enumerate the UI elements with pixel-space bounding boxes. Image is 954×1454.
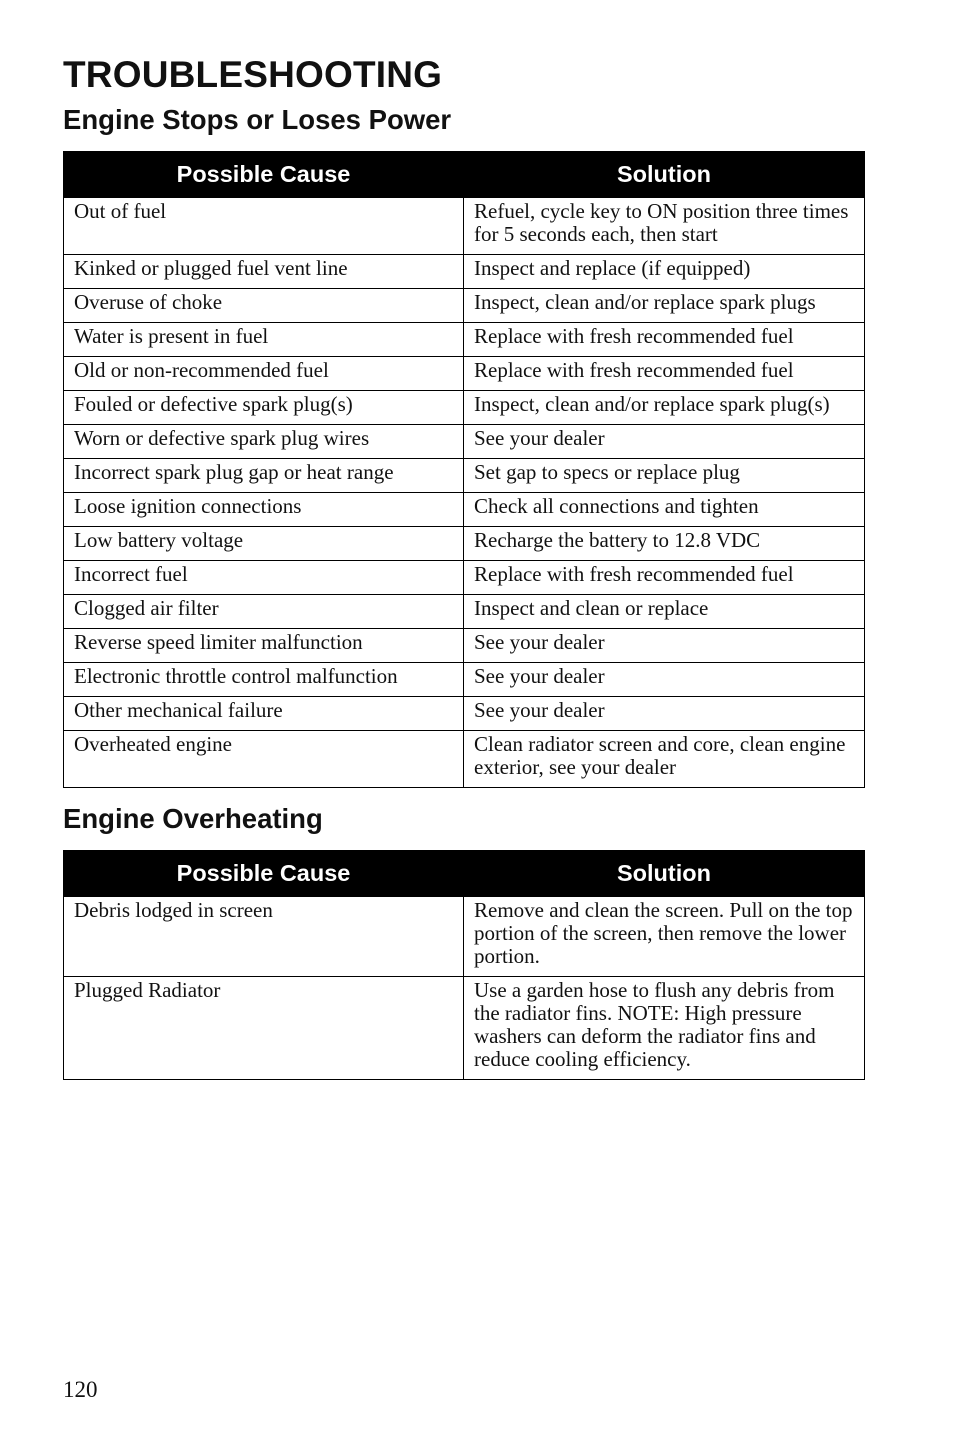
table-header-row <box>64 851 865 897</box>
solution-cell: See your dealer <box>464 663 865 697</box>
solution-cell: See your dealer <box>464 425 865 459</box>
table-row <box>64 255 865 289</box>
solution-cell: Inspect, clean and/or replace spark plugs <box>464 289 865 323</box>
solution-cell: Remove and clean the screen. Pull on the top portion of the screen, then remove the lower portion. <box>464 897 865 977</box>
solution-cell: Inspect and replace (if equipped) <box>464 255 865 289</box>
table-row <box>64 561 865 595</box>
page-title: TROUBLESHOOTING <box>63 54 443 95</box>
table-row <box>64 977 865 1080</box>
cause-cell: Loose ignition connections <box>64 493 464 527</box>
cause-cell: Overuse of choke <box>64 289 464 323</box>
header-solution: Solution <box>464 851 865 897</box>
cause-cell: Incorrect fuel <box>64 561 464 595</box>
solution-cell: Refuel, cycle key to ON position three times for 5 seconds each, then start <box>464 198 865 255</box>
cause-cell: Overheated engine <box>64 731 464 788</box>
table-engine-overheating <box>63 850 865 1080</box>
table-row <box>64 731 865 788</box>
page-number: 120 <box>63 1377 98 1402</box>
table-row <box>64 357 865 391</box>
solution-cell: Inspect, clean and/or replace spark plug(s) <box>464 391 865 425</box>
table-row <box>64 595 865 629</box>
table-engine-stops <box>63 151 865 788</box>
solution-cell: Replace with fresh recommended fuel <box>464 357 865 391</box>
table-row <box>64 629 865 663</box>
cause-cell: Old or non-recommended fuel <box>64 357 464 391</box>
solution-cell: Clean radiator screen and core, clean engine exterior, see your dealer <box>464 731 865 788</box>
solution-cell: Use a garden hose to flush any debris from the radiator fins. NOTE: High pressure washers can deform the radiator fins and reduce cooling efficiency. <box>464 977 865 1080</box>
table-row <box>64 198 865 255</box>
cause-cell: Reverse speed limiter malfunction <box>64 629 464 663</box>
cause-cell: Fouled or defective spark plug(s) <box>64 391 464 425</box>
cause-cell: Out of fuel <box>64 198 464 255</box>
cause-cell: Water is present in fuel <box>64 323 464 357</box>
cause-cell: Low battery voltage <box>64 527 464 561</box>
table-row <box>64 459 865 493</box>
solution-cell: Set gap to specs or replace plug <box>464 459 865 493</box>
table-row <box>64 897 865 977</box>
table-header-row <box>64 152 865 198</box>
cause-cell: Kinked or plugged fuel vent line <box>64 255 464 289</box>
table-row <box>64 391 865 425</box>
table-row <box>64 425 865 459</box>
solution-cell: See your dealer <box>464 629 865 663</box>
cause-cell: Clogged air filter <box>64 595 464 629</box>
header-solution: Solution <box>464 152 865 198</box>
solution-cell: Check all connections and tighten <box>464 493 865 527</box>
cause-cell: Incorrect spark plug gap or heat range <box>64 459 464 493</box>
header-possible-cause: Possible Cause <box>64 152 464 198</box>
solution-cell: Replace with fresh recommended fuel <box>464 561 865 595</box>
solution-cell: See your dealer <box>464 697 865 731</box>
table-row <box>64 323 865 357</box>
cause-cell: Other mechanical failure <box>64 697 464 731</box>
solution-cell: Inspect and clean or replace <box>464 595 865 629</box>
solution-cell: Replace with fresh recommended fuel <box>464 323 865 357</box>
cause-cell: Plugged Radiator <box>64 977 464 1080</box>
table-row <box>64 663 865 697</box>
cause-cell: Worn or defective spark plug wires <box>64 425 464 459</box>
header-possible-cause: Possible Cause <box>64 851 464 897</box>
cause-cell: Electronic throttle control malfunction <box>64 663 464 697</box>
table-row <box>64 527 865 561</box>
table-row <box>64 697 865 731</box>
section-heading-engine-overheating: Engine Overheating <box>63 803 323 834</box>
cause-cell: Debris lodged in screen <box>64 897 464 977</box>
table-row <box>64 289 865 323</box>
solution-cell: Recharge the battery to 12.8 VDC <box>464 527 865 561</box>
section-heading-engine-stops: Engine Stops or Loses Power <box>63 104 452 135</box>
table-row <box>64 493 865 527</box>
